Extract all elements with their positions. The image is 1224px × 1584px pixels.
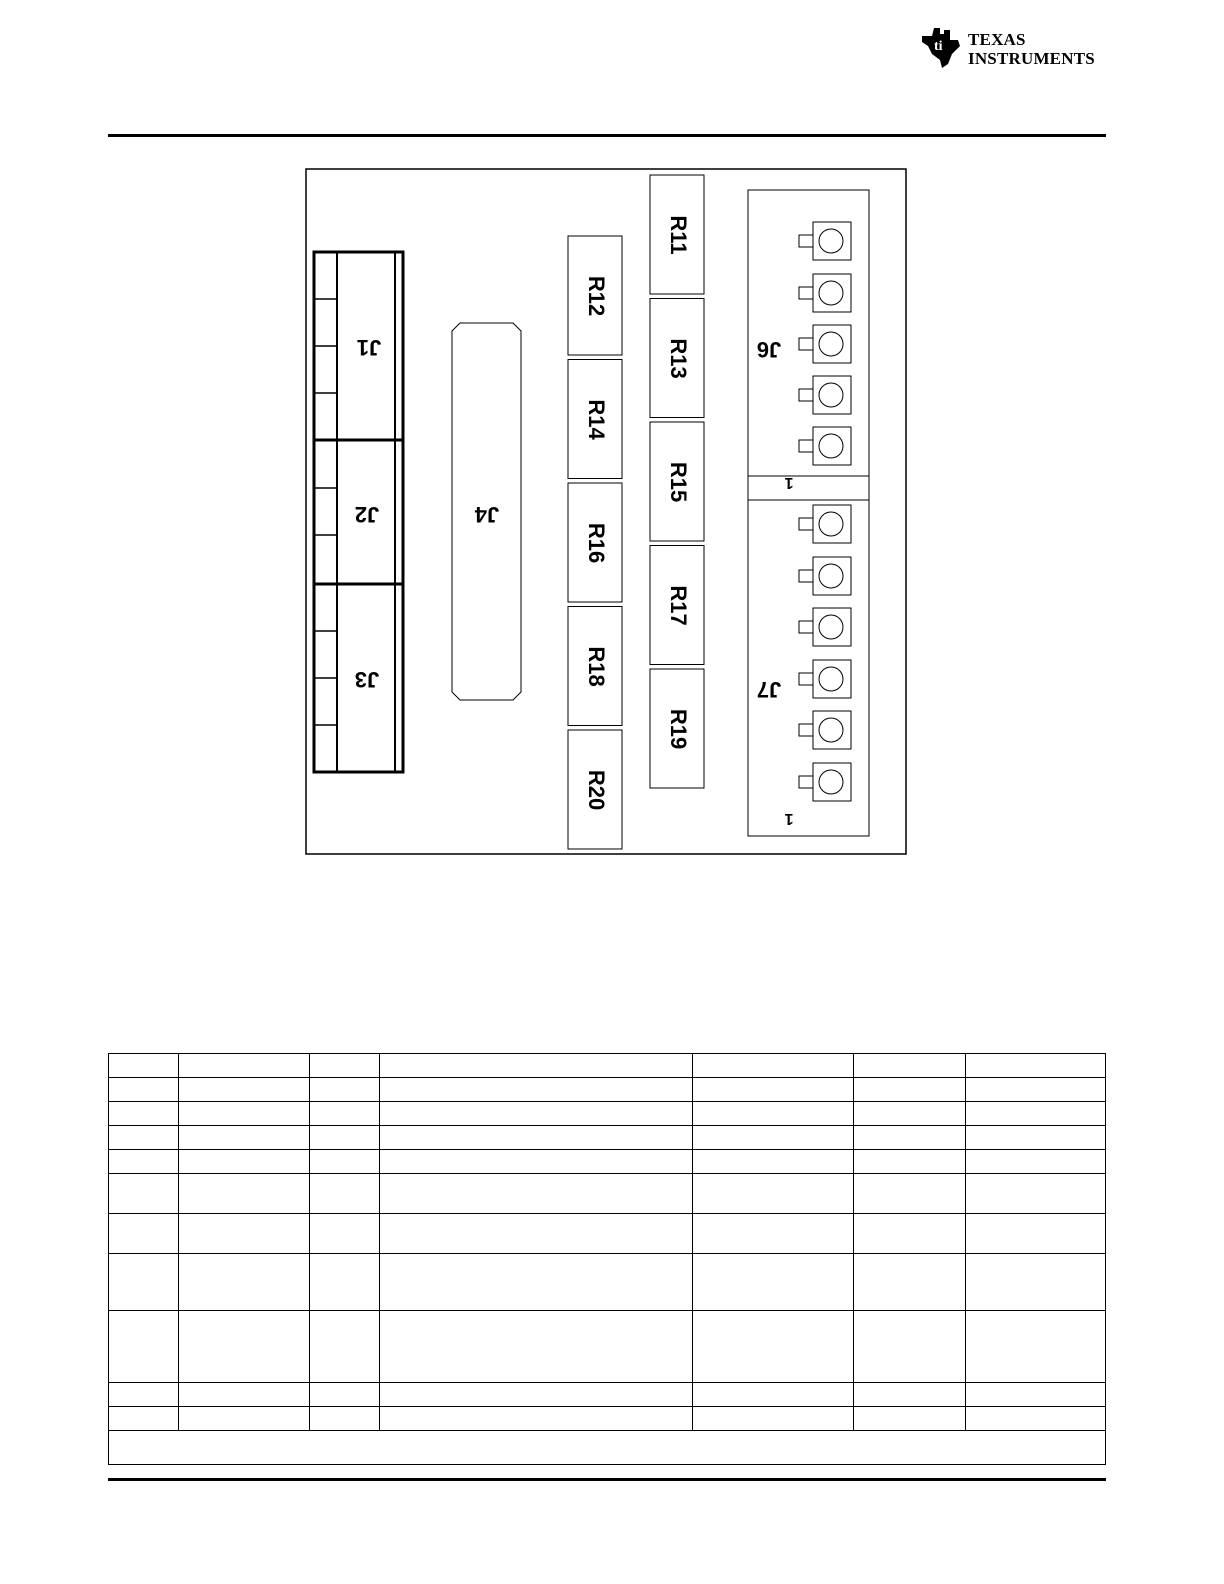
bom-cell: [854, 1102, 966, 1126]
bom-cell: [693, 1078, 854, 1102]
bom-cell: [693, 1174, 854, 1214]
bom-cell: [854, 1311, 966, 1383]
bom-footnote-cell: [109, 1431, 1106, 1465]
bom-cell: [380, 1311, 693, 1383]
bom-cell: [109, 1174, 179, 1214]
bom-cell: [310, 1214, 380, 1254]
header-rule: [108, 134, 1106, 137]
header-pin-tab: [799, 518, 813, 530]
bom-cell: [310, 1311, 380, 1383]
resistor-label-r15: R15: [666, 461, 692, 503]
bom-cell: [854, 1174, 966, 1214]
header-pin-hole: [819, 667, 843, 691]
bom-cell: [179, 1407, 310, 1431]
header-pin-hole: [819, 615, 843, 639]
bom-cell: [179, 1311, 310, 1383]
header-pin-hole: [819, 332, 843, 356]
j6-label: J6: [756, 337, 782, 363]
bom-cell: [109, 1102, 179, 1126]
bom-cell: [380, 1383, 693, 1407]
bom-cell: [109, 1383, 179, 1407]
bom-cell: [109, 1214, 179, 1254]
bom-row: [109, 1431, 1106, 1465]
j1-label: J1: [356, 335, 382, 361]
j2-label: J2: [354, 502, 380, 528]
bom-row: [109, 1254, 1106, 1311]
header-pin-tab: [799, 338, 813, 350]
bom-cell: [179, 1150, 310, 1174]
board-layout-drawing: [305, 168, 907, 855]
j7-label: J7: [756, 677, 782, 703]
bom-cell: [380, 1054, 693, 1078]
bom-cell: [109, 1078, 179, 1102]
bom-cell: [179, 1126, 310, 1150]
bom-cell: [380, 1214, 693, 1254]
header-pin-tab: [799, 440, 813, 452]
bom-cell: [693, 1311, 854, 1383]
bom-cell: [966, 1078, 1106, 1102]
j7-pin1-marker: 1: [784, 809, 794, 827]
resistor-label-r19: R19: [666, 708, 692, 750]
resistor-label-r16: R16: [584, 522, 610, 564]
bom-cell: [966, 1254, 1106, 1311]
bom-cell: [693, 1383, 854, 1407]
j4-label: J4: [474, 502, 500, 528]
bom-cell: [179, 1254, 310, 1311]
bom-cell: [179, 1174, 310, 1214]
resistor-label-r14: R14: [584, 399, 610, 440]
header-pin-tab: [799, 389, 813, 401]
bom-cell: [693, 1150, 854, 1174]
resistor-label-r17: R17: [666, 585, 692, 626]
bom-cell: [310, 1174, 380, 1214]
header-pin-tab: [799, 776, 813, 788]
bom-cell: [109, 1407, 179, 1431]
bom-cell: [310, 1383, 380, 1407]
header-pin-tab: [799, 570, 813, 582]
bom-cell: [966, 1150, 1106, 1174]
bom-cell: [966, 1102, 1106, 1126]
svg-text:ti: ti: [934, 39, 943, 54]
bom-cell: [854, 1150, 966, 1174]
bom-cell: [966, 1214, 1106, 1254]
header-pin-hole: [819, 383, 843, 407]
header-pin-hole: [819, 770, 843, 794]
bom-row: [109, 1054, 1106, 1078]
bom-row: [109, 1126, 1106, 1150]
bom-cell: [693, 1102, 854, 1126]
bom-cell: [310, 1078, 380, 1102]
footer-rule: [108, 1478, 1106, 1481]
bom-row: [109, 1174, 1106, 1214]
bom-cell: [854, 1054, 966, 1078]
bom-cell: [109, 1150, 179, 1174]
bom-cell: [179, 1102, 310, 1126]
bom-cell: [693, 1254, 854, 1311]
bom-cell: [310, 1102, 380, 1126]
bom-cell: [854, 1214, 966, 1254]
bom-cell: [854, 1254, 966, 1311]
resistor-label-r20: R20: [584, 769, 610, 811]
bom-cell: [966, 1383, 1106, 1407]
bom-cell: [380, 1150, 693, 1174]
j3-label: J3: [354, 667, 380, 693]
bom-row: [109, 1311, 1106, 1383]
bom-cell: [380, 1407, 693, 1431]
header-pin-tab: [799, 287, 813, 299]
bom-row: [109, 1102, 1106, 1126]
header-pin-tab: [799, 673, 813, 685]
header-pins: [799, 222, 851, 801]
header-pin-hole: [819, 564, 843, 588]
bom-cell: [380, 1174, 693, 1214]
bom-row: [109, 1150, 1106, 1174]
bom-cell: [109, 1054, 179, 1078]
board-layout-svg: [305, 168, 907, 855]
bom-table: [108, 1053, 1106, 1465]
bom-cell: [966, 1311, 1106, 1383]
resistor-label-r18: R18: [584, 646, 610, 687]
ti-logo-wordmark: [968, 30, 1095, 68]
bom-row: [109, 1383, 1106, 1407]
bom-cell: [693, 1054, 854, 1078]
bom-cell: [310, 1254, 380, 1311]
bom-cell: [380, 1102, 693, 1126]
bom-cell: [380, 1126, 693, 1150]
bom-cell: [854, 1078, 966, 1102]
resistor-label-r12: R12: [584, 275, 610, 317]
bom-cell: [310, 1126, 380, 1150]
bom-cell: [109, 1254, 179, 1311]
resistors-left-column: [568, 236, 622, 849]
header-pin-hole: [819, 281, 843, 305]
header-pin-tab: [799, 621, 813, 633]
j6-pin1-marker: 1: [784, 473, 794, 491]
bom-cell: [109, 1126, 179, 1150]
resistor-label-r11: R11: [666, 215, 692, 255]
resistors-right-column: [650, 175, 704, 788]
bom-cell: [109, 1311, 179, 1383]
header-pin-hole: [819, 434, 843, 458]
bom-cell: [966, 1126, 1106, 1150]
bom-cell: [179, 1383, 310, 1407]
header-divider: [748, 473, 869, 500]
bom-cell: [310, 1407, 380, 1431]
bom-cell: [693, 1214, 854, 1254]
bom-cell: [179, 1054, 310, 1078]
bom-row: [109, 1407, 1106, 1431]
header-pin-hole: [819, 512, 843, 536]
bom-cell: [854, 1383, 966, 1407]
bom-row: [109, 1078, 1106, 1102]
ti-logo-line1: TEXAS: [968, 30, 1026, 49]
bom-cell: [310, 1150, 380, 1174]
header-pin-hole: [819, 229, 843, 253]
bom-cell: [693, 1407, 854, 1431]
bom-cell: [854, 1407, 966, 1431]
ti-logo-mark-icon: [918, 24, 964, 70]
bom-cell: [966, 1174, 1106, 1214]
resistor-label-r13: R13: [666, 338, 692, 379]
bom-cell: [179, 1078, 310, 1102]
bom-cell: [966, 1407, 1106, 1431]
bom-cell: [966, 1054, 1106, 1078]
bom-cell: [693, 1126, 854, 1150]
header-pin-hole: [819, 718, 843, 742]
bom-cell: [854, 1126, 966, 1150]
bom-cell: [380, 1254, 693, 1311]
ti-logo-line2: INSTRUMENTS: [968, 49, 1095, 68]
header-pin-tab: [799, 235, 813, 247]
bom-cell: [310, 1054, 380, 1078]
header-pin-tab: [799, 724, 813, 736]
bom-row: [109, 1214, 1106, 1254]
ti-logo: [918, 24, 1108, 72]
bom-cell: [179, 1214, 310, 1254]
bom-cell: [380, 1078, 693, 1102]
